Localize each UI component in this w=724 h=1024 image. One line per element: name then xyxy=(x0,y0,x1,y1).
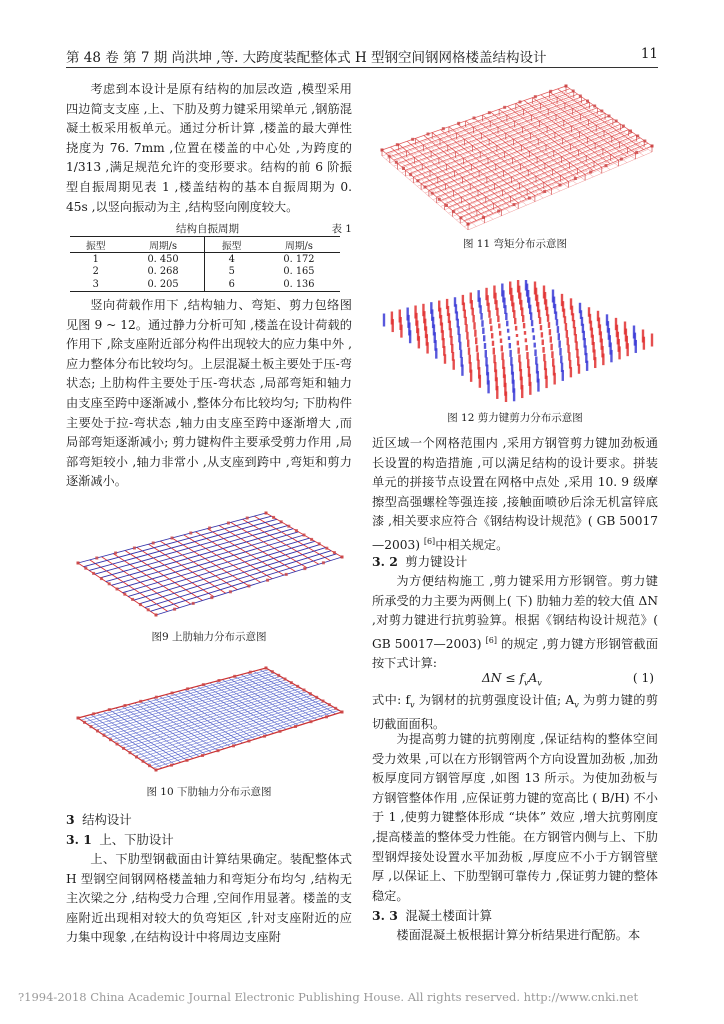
equation-subscript: v xyxy=(523,678,529,688)
table-row xyxy=(70,278,340,291)
paragraph-text: 为钢材的抗剪强度设计值; A xyxy=(418,693,575,707)
figure-9-caption: 图9 上肋轴力分布示意图 xyxy=(151,631,267,643)
header-left: 第 48 卷 第 7 期 尚洪坤 ,等. 大跨度装配整体式 H 型钢空间钢网格楼盖结构设计 xyxy=(66,50,547,66)
table-cell: 6 xyxy=(205,278,258,291)
table-cell: 0. 450 xyxy=(147,253,179,265)
table-label: 表 1 xyxy=(331,223,352,235)
paragraph-text: 上、下肋型钢截面由计算结果确定。装配整体式 H 型钢空间钢网格楼盖轴力和弯矩分布均匀 ,结构无主次梁之分 ,结构受力合理 ,空间作用显著。楼盖的支座附近出现相对较大的负弯矩区 ,针对支座附近的应力集中现象 ,在结构设计中将周边支座附 xyxy=(66,852,352,945)
section-title: 结构设计 xyxy=(82,812,132,827)
paragraph-text: 为方便结构施工 ,剪力键采用方形钢管。剪力键所承受的力主要为两侧上( 下) 肋轴力差的较大值 ΔN ,对剪力键进行抗剪验算。根据《钢结构设计规范》( GB 50017—2003) xyxy=(372,574,658,651)
equation-subscript: v xyxy=(537,678,542,688)
right-paragraph-2 xyxy=(372,572,658,674)
table-header: 周期/s xyxy=(258,237,340,253)
section-3-1-heading xyxy=(66,830,174,850)
left-paragraph-3 xyxy=(66,850,352,948)
variable-subscript: v xyxy=(410,700,415,710)
fig10-lower-rib-axial-force-diagram xyxy=(70,660,350,775)
paragraph-text: 的规定 ,剪力键方形钢管截面按下式计算: xyxy=(372,636,659,671)
running-header xyxy=(66,46,658,68)
paragraph-text: 考虑到本设计是原有结构的加层改造 ,模型采用四边简支支座 ,上、下肋及剪力键采用梁单元 ,钢筋混凝土板采用板单元。通过分析计算 ,楼盖的最大弹性挠度为 76. 7mm ,位置在楼盖的中心处 ,为跨度的 1/313 ,满足规范允许的变形要求。结构的前 6 阶振型自振周期见表 1 ,楼盖结构的基本自振周期为 0. 45s ,以竖向振动为主 ,结构竖向刚度较大。 xyxy=(66,82,352,214)
paragraph-text: 中相关规定。 xyxy=(435,538,509,553)
figure-10-caption: 图 10 下肋轴力分布示意图 xyxy=(146,786,272,798)
table-row xyxy=(70,253,340,266)
section-title: 混凝土楼面计算 xyxy=(405,908,493,923)
figure-11-caption: 图 11 弯矩分布示意图 xyxy=(462,238,568,250)
paragraph-text: 竖向荷载作用下 ,结构轴力、弯矩、剪力包络图见图 9 ~ 12。通过静力分析可知 ,楼盖在设计荷载的作用下 ,除支座附近部分构件出现较大的应力集中外 ,应力整体分布比较均匀。上层混凝土板主要处于压-弯状态; 上肋构件主要处于压-弯状态 ,局部弯矩和轴力由支座至跨中逐渐减小 ,整体分布比较均匀; 下肋构件主要处于拉-弯状态 ,轴力由支座至跨中逐渐增大 ,而局部弯矩逐渐减小; 剪力键构件主要承受剪力作用 ,局部弯矩较小 ,轴力非常小 ,从支座到跨中 ,弯矩和剪力逐渐减小。 xyxy=(66,298,352,489)
right-paragraph-1 xyxy=(372,434,658,556)
table-header: 振型 xyxy=(205,237,258,253)
section-number: 3. 2 xyxy=(372,554,398,569)
paragraph-text: 为提高剪力键的抗剪刚度 ,保证结构的整体空间受力效果 ,可以在方形钢管两个方向设置加劲板 ,加劲板厚度同方钢管厚度 ,如图 13 所示。为使加劲板与方钢管整体作用 ,应保证剪力键的宽高比 ( B/H) 不小于 1 ,使剪力键整体形成 “块体” 效应 ,增大抗剪刚度 ,提高楼盖的整体受力性能。在方钢管内侧与上、下肋型钢焊接处设置水平加劲板 ,厚度应不小于方钢管壁厚 ,以保证上、下肋型钢可靠传力 ,保证剪力键的整体稳定。 xyxy=(372,732,658,903)
section-3-heading xyxy=(66,810,132,830)
table-cell: 0. 268 xyxy=(147,266,179,278)
section-3-2-heading xyxy=(372,552,467,572)
table-cell: 4 xyxy=(205,253,258,266)
section-title: 上、下肋设计 xyxy=(99,832,174,847)
fig12-shear-key-force-diagram xyxy=(376,280,658,402)
table-header: 周期/s xyxy=(122,237,205,253)
equation-body: ΔN ≤ f xyxy=(482,671,524,685)
table-header: 振型 xyxy=(70,237,122,253)
table-title: 结构自振周期 xyxy=(176,223,239,235)
figure-12-caption: 图 12 剪力键剪力分布示意图 xyxy=(447,412,583,424)
right-paragraph-4 xyxy=(372,730,658,906)
left-paragraph-1 xyxy=(66,80,352,217)
right-paragraph-5 xyxy=(372,926,658,946)
variable-subscript: v xyxy=(574,700,579,710)
table-cell: 0. 165 xyxy=(283,266,315,278)
citation: [6] xyxy=(485,635,497,645)
header-rule xyxy=(66,67,658,68)
section-title: 剪力键设计 xyxy=(405,554,468,569)
section-number: 3. 3 xyxy=(372,908,398,923)
paragraph-text: 式中: f xyxy=(372,693,411,707)
equation-area: A xyxy=(528,671,538,685)
citation: [6] xyxy=(423,536,436,546)
grid-mesh xyxy=(382,86,652,224)
paragraph-text: 近区域一个网格范围内 ,采用方钢管剪力键加劲板通长设置的构造措施 ,可以满足结构的设计要求。拼装单元的拼接节点设置在网格中点处 ,采用 10. 9 级摩擦型高强螺栓等强连接 ,接触面喷砂后涂无机富锌底漆 ,相关要求应符合《钢结构设计规范》( GB 50017—2003) xyxy=(372,436,658,553)
table-cell: 0. 136 xyxy=(258,278,340,291)
paragraph-text: 楼面混凝土板根据计算分析结果进行配筋。本 xyxy=(396,928,641,942)
paragraph-text: 为剪力键的剪切截面面积。 xyxy=(372,693,659,732)
section-3-3-heading xyxy=(372,906,492,926)
equation-number: ( 1) xyxy=(632,671,654,685)
section-number: 3. 1 xyxy=(66,832,92,847)
page-number: 11 xyxy=(640,46,658,62)
table-cell: 1 xyxy=(92,253,99,265)
table-cell: 0. 172 xyxy=(283,253,315,265)
table-cell: 2 xyxy=(92,266,99,278)
copyright-footer: ?1994-2018 China Academic Journal Electronic Publishing House. All rights reserved. http://www.cnki.net xyxy=(18,990,639,1004)
left-paragraph-2 xyxy=(66,296,352,492)
table-cell: 3 xyxy=(70,278,122,291)
equation-1 xyxy=(372,671,658,691)
natural-period-table xyxy=(70,236,340,292)
fig9-upper-rib-axial-force-diagram xyxy=(70,505,350,620)
table-cell: 0. 205 xyxy=(122,278,205,291)
table-row xyxy=(70,266,340,279)
section-number: 3 xyxy=(66,812,75,827)
fig11-bending-moment-diagram xyxy=(376,80,658,230)
table-cell: 5 xyxy=(205,266,258,279)
right-paragraph-3 xyxy=(372,691,658,735)
shear-key-bars xyxy=(383,280,653,402)
